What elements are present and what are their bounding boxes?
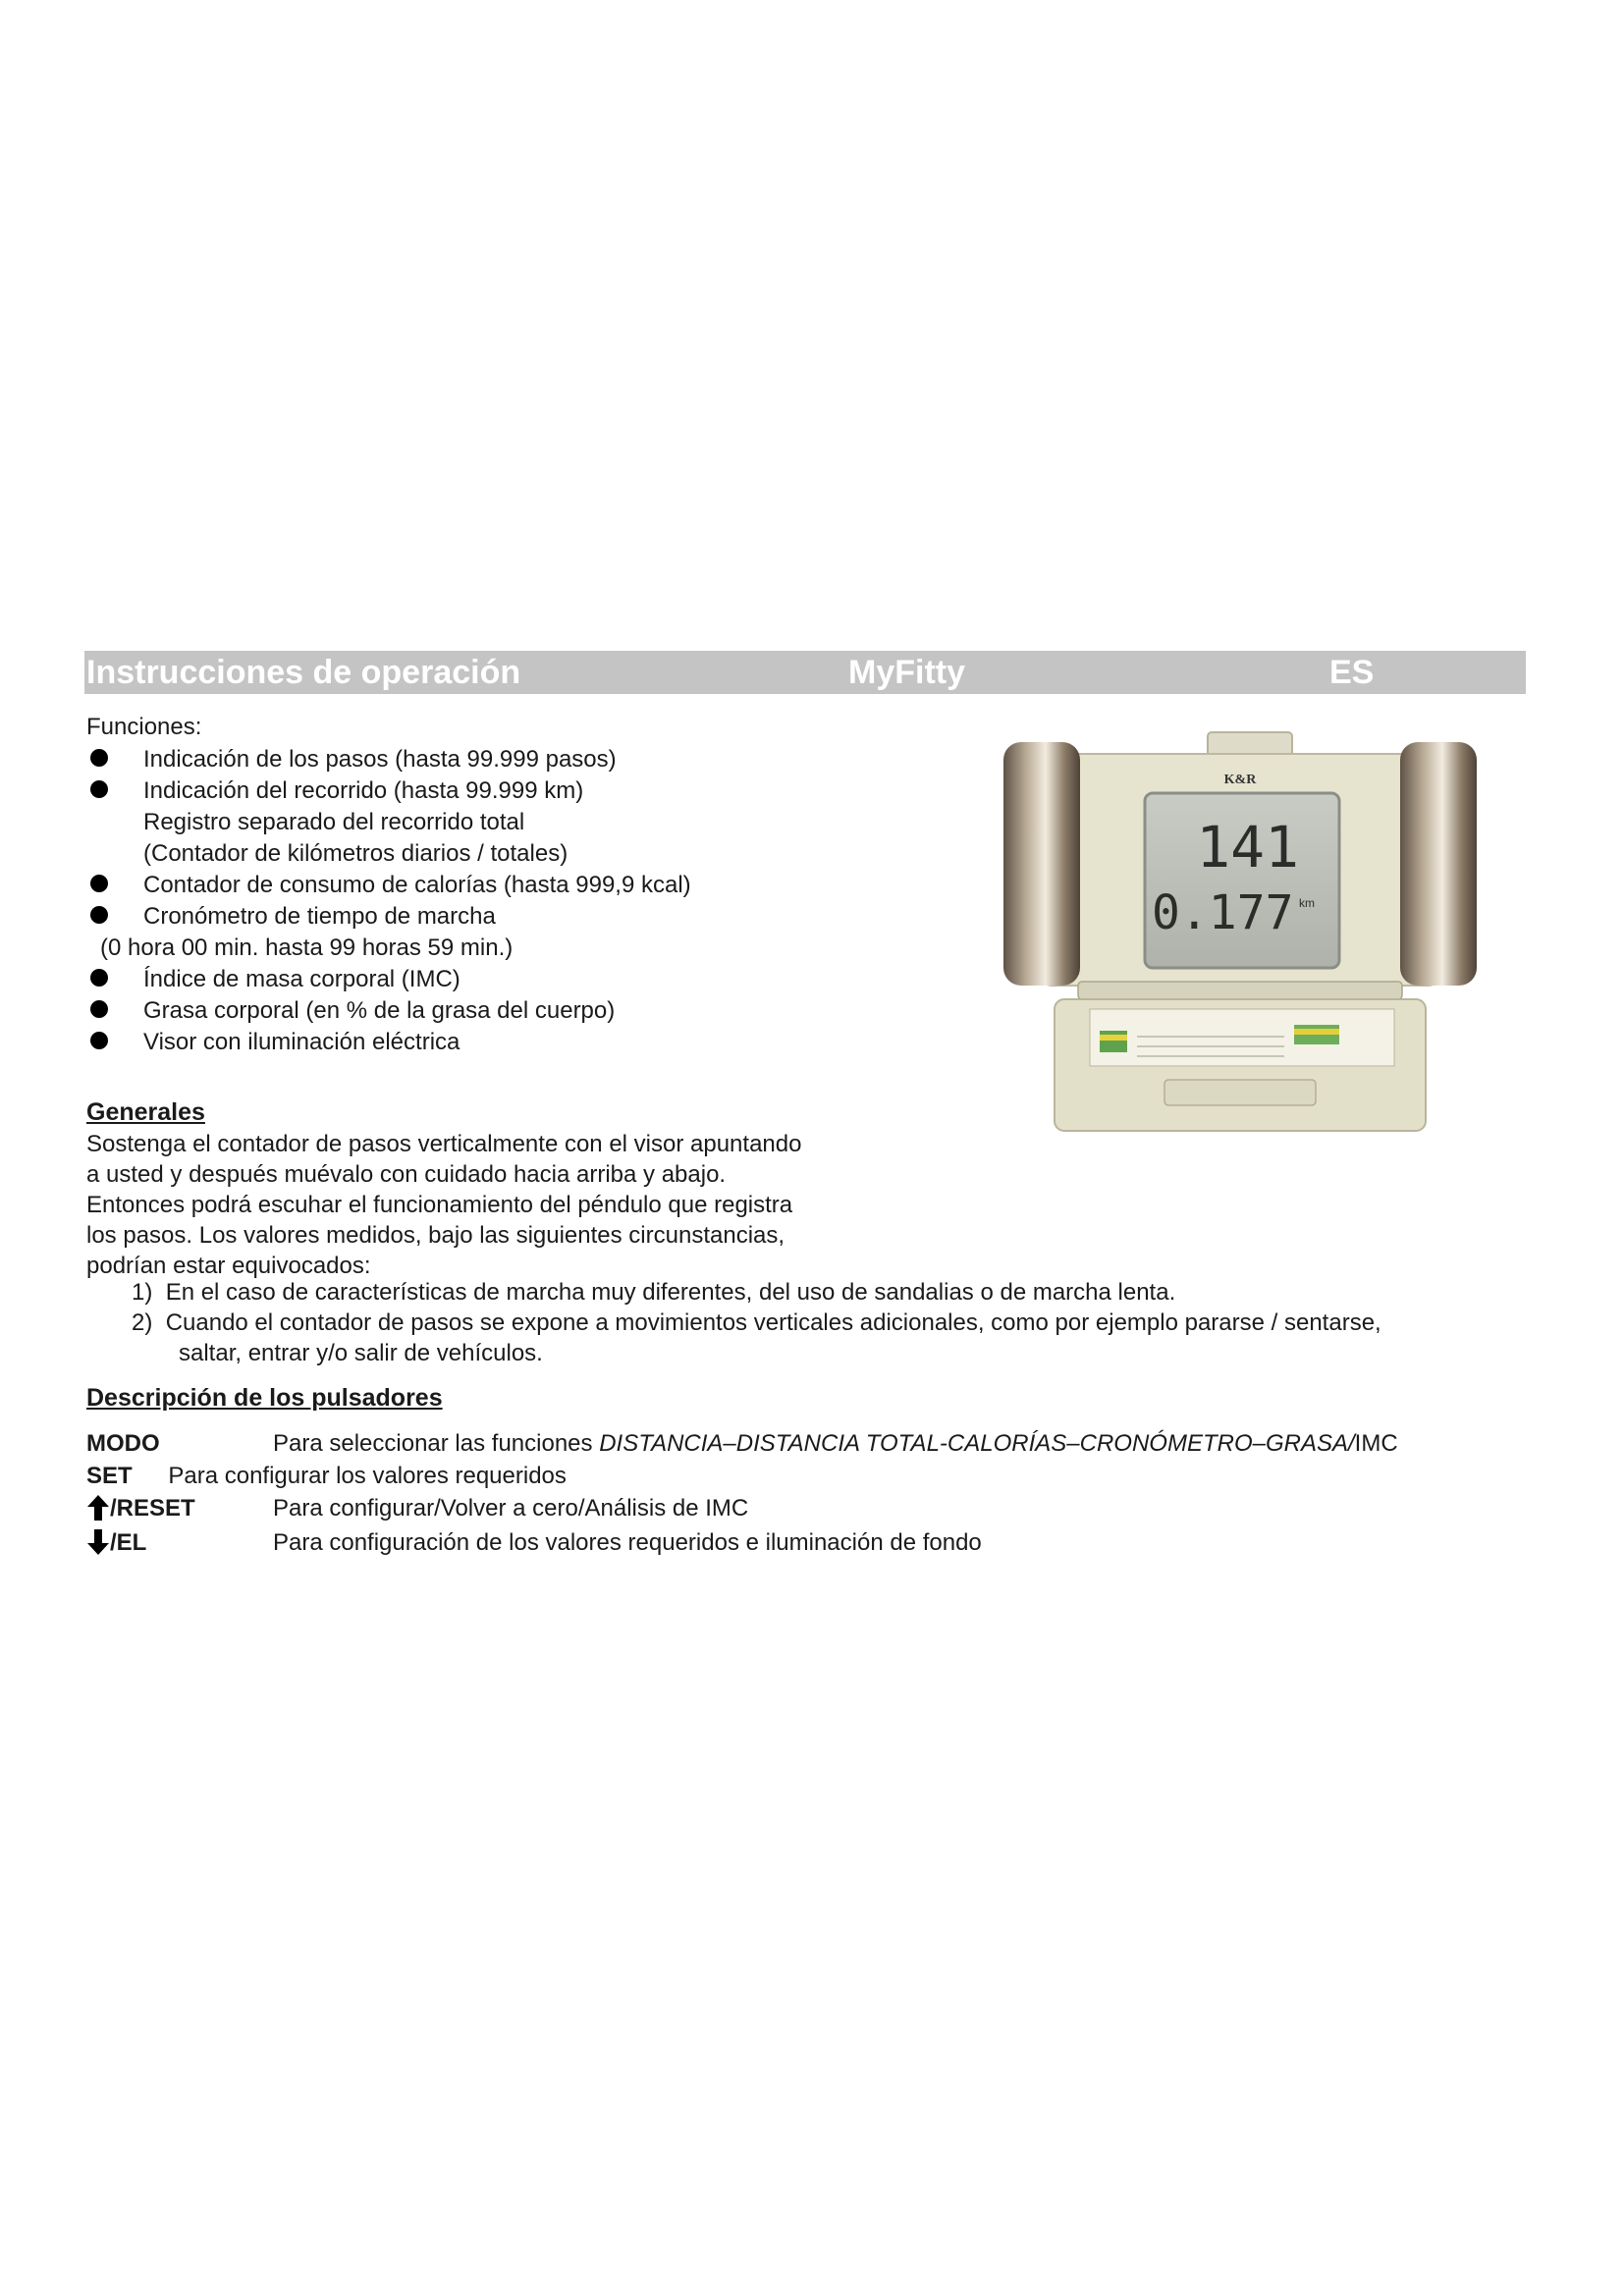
list-item: 1) En el caso de características de marcha muy diferentes, del uso de sandalias o de marcha lenta. bbox=[132, 1279, 1176, 1306]
button-description: Para configuración de los valores requeridos e iluminación de fondo bbox=[273, 1529, 982, 1556]
button-description: Para configurar/Volver a cero/Análisis de IMC bbox=[273, 1495, 749, 1522]
list-item: 2) Cuando el contador de pasos se expone a movimientos verticales adicionales, como por ejemplo pararse / sentarse, bbox=[132, 1309, 1381, 1336]
lcd-distance: 0.177 bbox=[1152, 885, 1294, 940]
feature-list bbox=[86, 744, 691, 1058]
list-item: Grasa corporal (en % de la grasa del cuerpo) bbox=[86, 995, 691, 1027]
bullet-icon bbox=[90, 875, 108, 892]
bullet-icon bbox=[90, 1032, 108, 1049]
language-code: ES bbox=[1329, 654, 1375, 691]
circumstances-list bbox=[132, 1277, 1381, 1368]
button-description: Para configurar los valores requeridos bbox=[168, 1463, 567, 1489]
list-item: Visor con iluminación eléctrica bbox=[86, 1027, 691, 1058]
button-row-set bbox=[86, 1461, 567, 1492]
list-item: Indicación del recorrido (hasta 99.999 km) Registro separado del recorrido total (Contador de kilómetros diarios / totales) bbox=[86, 775, 691, 870]
bullet-icon bbox=[90, 749, 108, 767]
lcd-steps: 141 bbox=[1196, 814, 1299, 881]
table-color-band bbox=[1294, 1029, 1339, 1035]
brand-logo: K&R bbox=[1223, 773, 1257, 787]
header-bar bbox=[84, 651, 1526, 694]
table-color-band bbox=[1100, 1035, 1127, 1041]
lid-latch bbox=[1164, 1080, 1316, 1105]
button-row-reset bbox=[86, 1493, 749, 1524]
list-item-continuation: saltar, entrar y/o salir de vehículos. bbox=[179, 1340, 543, 1366]
list-item: Indicación de los pasos (hasta 99.999 pasos) bbox=[86, 744, 691, 775]
button-key: SET bbox=[86, 1463, 133, 1489]
table-color-band bbox=[1100, 1031, 1127, 1052]
generales-paragraph: Sostenga el contador de pasos verticalmente con el visor apuntando a usted y después muévalo con cuidado hacia arriba y abajo. Entonces podrá escuhar el funcionamiento del péndulo que registra los pasos. Los valores medidos, bajo las siguientes circunstancias, podrían estar equivocados: bbox=[86, 1131, 802, 1279]
button-key: /RESET bbox=[110, 1495, 195, 1522]
button-row-el bbox=[86, 1527, 982, 1559]
funciones-label: Funciones: bbox=[86, 714, 202, 740]
list-item: Contador de consumo de calorías (hasta 999,9 kcal) bbox=[86, 870, 691, 901]
bullet-icon bbox=[90, 906, 108, 924]
button-row-modo bbox=[86, 1428, 1398, 1460]
bullet-icon bbox=[90, 1000, 108, 1018]
pulsadores-title: Descripción de los pulsadores bbox=[86, 1384, 443, 1412]
arrow-down-icon bbox=[86, 1528, 110, 1556]
button-key: MODO bbox=[86, 1430, 160, 1457]
pedometer-photo bbox=[1000, 724, 1481, 1141]
right-chrome-cap bbox=[1400, 742, 1477, 986]
document-title: Instrucciones de operación bbox=[86, 654, 521, 691]
list-item: Índice de masa corporal (IMC) bbox=[86, 964, 691, 995]
button-key: /EL bbox=[110, 1529, 147, 1556]
left-chrome-cap bbox=[1003, 742, 1080, 986]
arrow-up-icon bbox=[86, 1494, 110, 1522]
reference-table-card bbox=[1090, 1009, 1394, 1066]
list-item: Cronómetro de tiempo de marcha (0 hora 00 min. hasta 99 horas 59 min.) bbox=[86, 901, 691, 964]
bullet-icon bbox=[90, 969, 108, 987]
product-name: MyFitty bbox=[848, 654, 965, 691]
bullet-icon bbox=[90, 780, 108, 798]
button-description: Para seleccionar las funciones DISTANCIA–DISTANCIA TOTAL-CALORÍAS–CRONÓMETRO–GRASA/IMC bbox=[273, 1430, 1398, 1457]
lcd-unit: km bbox=[1299, 896, 1315, 910]
hinge bbox=[1078, 982, 1402, 999]
generales-title: Generales bbox=[86, 1098, 205, 1126]
